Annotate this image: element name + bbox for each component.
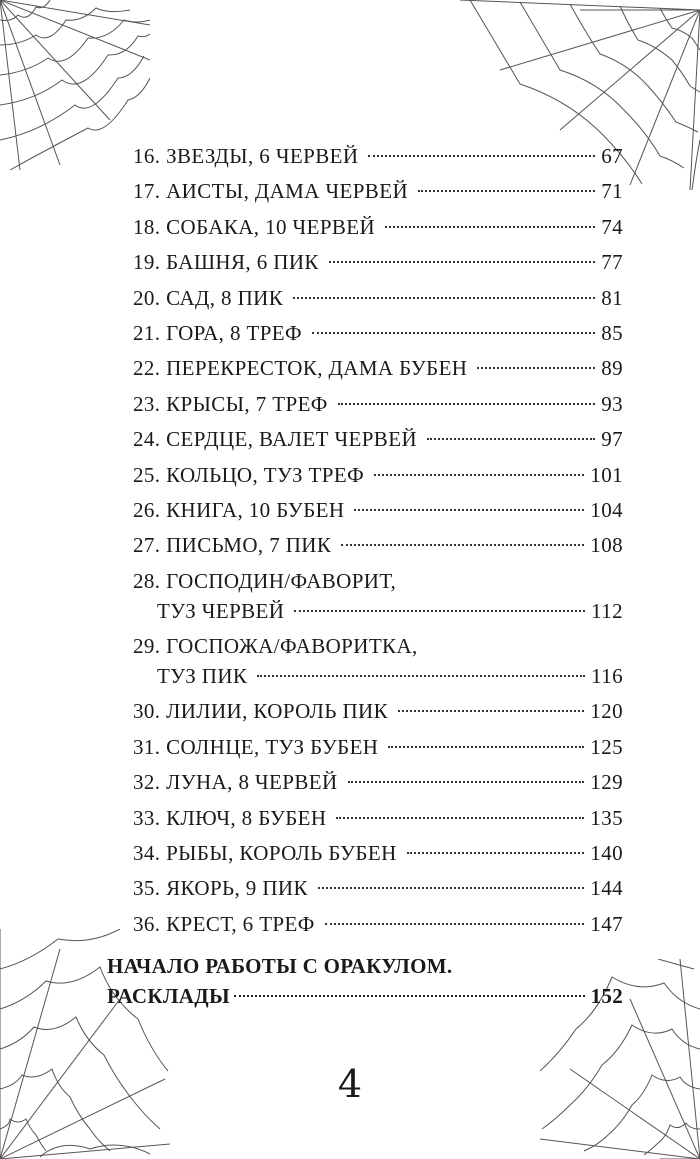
toc-entry-title: 19. БАШНЯ, 6 ПИК <box>133 250 319 275</box>
toc-entry[interactable] <box>133 696 623 726</box>
toc-entry-page: 112 <box>591 598 623 623</box>
dot-leader <box>294 610 585 612</box>
toc-entry[interactable] <box>133 530 623 560</box>
dot-leader <box>418 190 595 192</box>
toc-entry-page: 147 <box>590 911 623 936</box>
toc-entry-title-line1: 28. ГОСПОДИН/ФАВОРИТ, <box>133 568 397 593</box>
dot-leader <box>374 474 584 476</box>
toc-entry[interactable] <box>133 909 623 939</box>
toc-entry-title-line2: ТУЗ ЧЕРВЕЙ <box>157 598 285 623</box>
toc-entry-title: 34. РЫБЫ, КОРОЛЬ БУБЕН <box>133 841 397 866</box>
toc-entry-title: 33. КЛЮЧ, 8 БУБЕН <box>133 805 327 830</box>
toc-section-page: 152 <box>590 984 623 1008</box>
toc-entry[interactable] <box>133 732 623 762</box>
dot-leader <box>368 155 595 157</box>
toc-entry-title: 35. ЯКОРЬ, 9 ПИК <box>133 876 308 901</box>
dot-leader <box>354 509 584 511</box>
toc-entry-title: 21. ГОРА, 8 ТРЕФ <box>133 320 303 345</box>
toc-entry-page: 89 <box>601 356 623 381</box>
dot-leader <box>329 261 595 263</box>
table-of-contents <box>133 141 623 944</box>
dot-leader <box>427 438 595 440</box>
toc-entry[interactable] <box>133 460 623 490</box>
toc-entry-page: 93 <box>601 391 623 416</box>
dot-leader <box>318 887 584 889</box>
toc-entry[interactable] <box>133 318 623 348</box>
dot-leader <box>234 995 585 997</box>
toc-entry-page: 74 <box>601 214 623 239</box>
dot-leader <box>336 817 584 819</box>
toc-entry-title: 36. КРЕСТ, 6 ТРЕФ <box>133 911 315 936</box>
toc-entry[interactable] <box>133 283 623 313</box>
toc-entry-page: 67 <box>601 144 623 168</box>
toc-entry-page: 85 <box>601 320 623 345</box>
dot-leader <box>385 226 595 228</box>
toc-entry[interactable] <box>133 176 623 206</box>
toc-entry-page: 135 <box>590 805 623 830</box>
toc-entry-title: 30. ЛИЛИИ, КОРОЛЬ ПИК <box>133 699 388 724</box>
dot-leader <box>398 710 584 712</box>
toc-entry-page: 140 <box>590 841 623 866</box>
toc-entry-title: 26. КНИГА, 10 БУБЕН <box>133 497 345 522</box>
toc-entry-page: 104 <box>590 497 623 522</box>
toc-entry[interactable] <box>133 424 623 454</box>
toc-entry[interactable] <box>133 873 623 903</box>
toc-entry-title: 24. СЕРДЦЕ, ВАЛЕТ ЧЕРВЕЙ <box>133 427 418 452</box>
toc-entry-title: 18. СОБАКА, 10 ЧЕРВЕЙ <box>133 214 376 239</box>
toc-entry-title: 17. АИСТЫ, ДАМА ЧЕРВЕЙ <box>133 179 409 204</box>
toc-entry-page: 125 <box>590 734 623 759</box>
toc-entry[interactable] <box>133 141 623 171</box>
toc-entry-page: 144 <box>590 876 623 901</box>
toc-entry-page: 71 <box>601 179 623 204</box>
toc-entry-title: 20. САД, 8 ПИК <box>133 285 284 310</box>
toc-entry-title: 23. КРЫСЫ, 7 ТРЕФ <box>133 391 328 416</box>
toc-entry-title: 31. СОЛНЦЕ, ТУЗ БУБЕН <box>133 734 379 759</box>
dot-leader <box>257 675 585 677</box>
toc-entry-page: 81 <box>601 285 623 310</box>
dot-leader <box>407 852 585 854</box>
toc-entry-page: 108 <box>590 533 623 558</box>
toc-entry-page: 129 <box>590 770 623 795</box>
dot-leader <box>341 544 584 546</box>
toc-entry[interactable] <box>133 631 623 691</box>
toc-entry-title-line1: 29. ГОСПОЖА/ФАВОРИТКА, <box>133 634 418 659</box>
toc-entry-page: 116 <box>591 664 623 689</box>
dot-leader <box>325 923 585 925</box>
toc-section-title-line1: НАЧАЛО РАБОТЫ С ОРАКУЛОМ. <box>107 954 453 978</box>
toc-entry-title-line2: ТУЗ ПИК <box>157 664 248 689</box>
page-number: 4 <box>337 1062 363 1106</box>
toc-entry-page: 77 <box>601 250 623 275</box>
toc-entry-page: 97 <box>601 427 623 452</box>
dot-leader <box>293 297 595 299</box>
dot-leader <box>388 746 584 748</box>
cobweb-top-left-decoration <box>0 0 150 170</box>
toc-entry[interactable] <box>133 566 623 626</box>
toc-entry-page: 101 <box>590 462 623 487</box>
toc-section-entry[interactable] <box>107 951 623 1011</box>
dot-leader <box>348 781 585 783</box>
toc-entry[interactable] <box>133 803 623 833</box>
toc-entry[interactable] <box>133 389 623 419</box>
toc-entry-page: 120 <box>590 699 623 724</box>
toc-entry-title: 25. КОЛЬЦО, ТУЗ ТРЕФ <box>133 462 365 487</box>
dot-leader <box>312 332 595 334</box>
toc-entry[interactable] <box>133 838 623 868</box>
toc-entry[interactable] <box>133 247 623 277</box>
toc-entry[interactable] <box>133 212 623 242</box>
toc-entry[interactable] <box>133 353 623 383</box>
toc-entry[interactable] <box>133 767 623 797</box>
toc-entry-title: 22. ПЕРЕКРЕСТОК, ДАМА БУБЕН <box>133 356 468 381</box>
toc-entry-title: 32. ЛУНА, 8 ЧЕРВЕЙ <box>133 770 338 795</box>
dot-leader <box>477 367 595 369</box>
toc-section-title-line2: РАСКЛАДЫ <box>107 984 230 1008</box>
dot-leader <box>338 403 595 405</box>
toc-entry-title: 27. ПИСЬМО, 7 ПИК <box>133 533 332 558</box>
toc-entry[interactable] <box>133 495 623 525</box>
toc-entry-title: 16. ЗВЕЗДЫ, 6 ЧЕРВЕЙ <box>133 144 359 168</box>
